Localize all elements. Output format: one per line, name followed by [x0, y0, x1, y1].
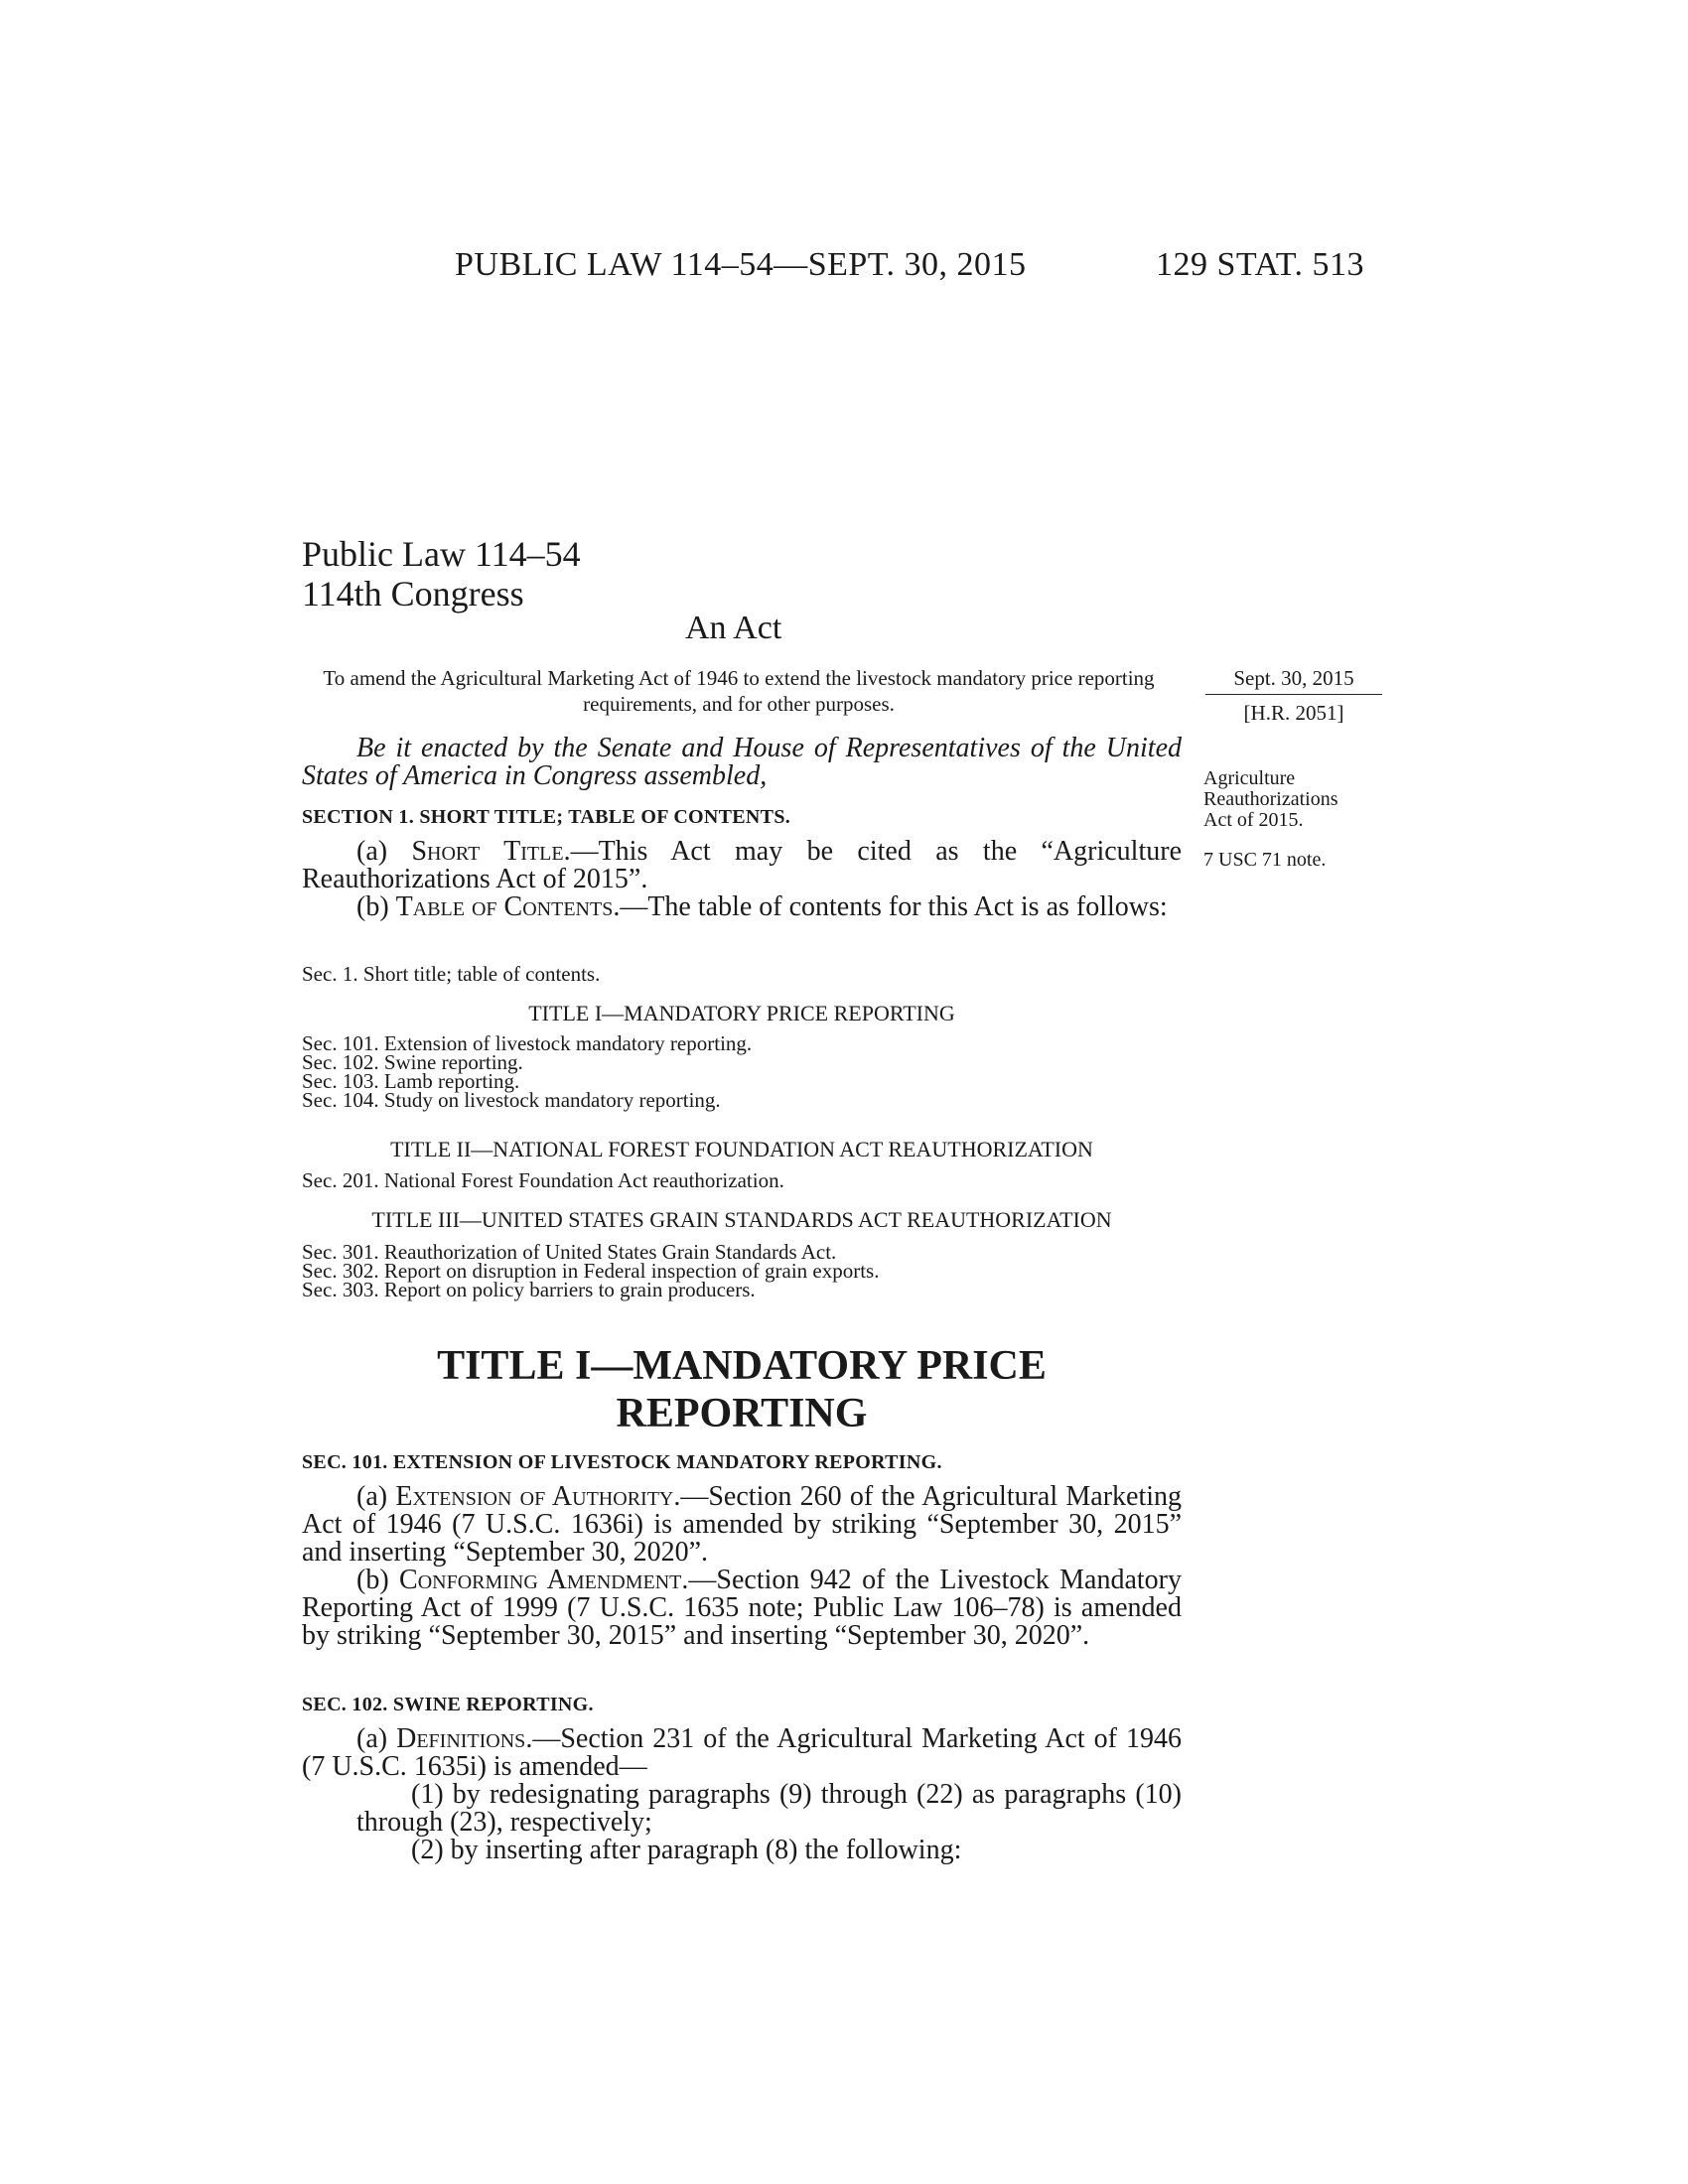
subsection-label: (b) — [356, 891, 396, 922]
toc-entry: Sec. 201. National Forest Foundation Act reauthorization. — [302, 1168, 784, 1192]
subsection-label: (a) — [356, 836, 412, 867]
section-1-body — [302, 838, 1182, 921]
subsection-label: (a) — [356, 1723, 397, 1754]
toc-entry: Sec. 102. Swine reporting. — [302, 1050, 523, 1074]
act-title: An Act — [685, 610, 782, 646]
usc-margin-note: 7 USC 71 note. — [1203, 849, 1327, 871]
subsection-caption: Conforming Amendment — [399, 1565, 682, 1595]
congress-number: 114th Congress — [302, 574, 524, 614]
short-title-margin-note — [1203, 768, 1384, 831]
toc-entry: Sec. 1. Short title; table of contents. — [302, 962, 601, 986]
title-1-heading-line: REPORTING — [616, 1391, 868, 1436]
paragraph-item: (2) by inserting after paragraph (8) the following: — [411, 1835, 962, 1865]
subsection-a — [302, 1725, 1182, 1781]
title-1-heading-line: TITLE I—MANDATORY PRICE — [437, 1343, 1047, 1389]
subsection-text: .—The table of contents for this Act is as follows: — [613, 891, 1168, 922]
subsection-b — [302, 1567, 1182, 1650]
running-head-title: PUBLIC LAW 114–54—SEPT. 30, 2015 — [455, 246, 1027, 283]
section-101-body — [302, 1483, 1182, 1650]
subsection-b — [302, 893, 1182, 921]
section-102-body — [302, 1725, 1182, 1864]
toc-title-3: TITLE III—UNITED STATES GRAIN STANDARDS ACT REAUTHORIZATION — [371, 1207, 1112, 1232]
enacting-clause-text: Be it enacted by the Senate and House of Representatives of the United States of America in Congress assembled, — [302, 733, 1182, 791]
toc-title-1: TITLE I—MANDATORY PRICE REPORTING — [528, 1001, 955, 1025]
subsection-caption: Extension of Authority — [395, 1481, 674, 1512]
subsection-text: .—Section 942 of the Livestock Mandatory Reporting Act of 1999 (7 U.S.C. 1635 note; Public Law 106–78) is amended by striking “September 30, 2015” and inserting “September 30, 2020”. — [302, 1565, 1182, 1651]
subsection-text: .—Section 260 of the Agricultural Marketing Act of 1946 (7 U.S.C. 1636i) is amended by striking “September 30, 2015” and inserting “September 30, 2020”. — [302, 1481, 1183, 1568]
public-law-number: Public Law 114–54 — [302, 534, 581, 574]
subsection-text: .—Section 231 of the Agricultural Marketing Act of 1946 (7 U.S.C. 1635i) is amended— — [302, 1723, 1183, 1782]
toc-entry: Sec. 101. Extension of livestock mandatory reporting. — [302, 1031, 753, 1055]
section-101-heading: SEC. 101. EXTENSION OF LIVESTOCK MANDATORY REPORTING. — [302, 1451, 942, 1473]
margin-rule — [1205, 694, 1382, 695]
subsection-caption: Definitions — [396, 1723, 526, 1754]
subsection-caption: Table of Contents — [395, 891, 614, 922]
section-1-heading: SECTION 1. SHORT TITLE; TABLE OF CONTENTS. — [302, 806, 791, 828]
subsection-a — [302, 1483, 1182, 1567]
toc-title-2-items — [302, 1168, 1182, 1192]
toc-title-2: TITLE II—NATIONAL FOREST FOUNDATION ACT REAUTHORIZATION — [390, 1137, 1093, 1161]
purpose-statement: To amend the Agricultural Marketing Act of 1946 to extend the livestock mandatory price reporting requirements, and for other purposes. — [323, 666, 1155, 716]
margin-note-line: Agriculture — [1203, 767, 1296, 789]
toc-entry: Sec. 103. Lamb reporting. — [302, 1069, 520, 1093]
toc-entry: Sec. 303. Report on policy barriers to grain producers. — [302, 1278, 756, 1301]
law-identification — [302, 534, 581, 614]
section-102-heading: SEC. 102. SWINE REPORTING. — [302, 1694, 594, 1715]
bill-number: [H.R. 2051] — [1243, 701, 1344, 725]
running-head-page: 129 STAT. 513 — [1156, 246, 1364, 283]
subsection-label: (b) — [356, 1565, 400, 1595]
toc-entry: Sec. 104. Study on livestock mandatory reporting. — [302, 1088, 721, 1112]
toc-title-1-items — [302, 1031, 1182, 1112]
subsection-caption: Short Title — [411, 836, 564, 867]
subsection-label: (a) — [356, 1481, 396, 1512]
enactment-date-note — [1203, 665, 1384, 726]
subsection-text: .—This Act may be cited as the “Agriculture Reauthorizations Act of 2015”. — [302, 836, 1182, 894]
margin-note-line: Reauthorizations — [1203, 788, 1338, 810]
toc-entry: Sec. 301. Reauthorization of United States Grain Standards Act. — [302, 1240, 837, 1264]
toc-entry: Sec. 302. Report on disruption in Federal inspection of grain exports. — [302, 1259, 880, 1283]
margin-note-line: Act of 2015. — [1203, 809, 1304, 831]
enacting-clause — [302, 735, 1182, 790]
subsection-a — [302, 838, 1182, 893]
toc-title-3-items — [302, 1240, 1182, 1301]
paragraph-item: (1) by redesignating paragraphs (9) through (22) as paragraphs (10) through (23), respectively; — [356, 1779, 1182, 1838]
title-1-heading — [302, 1342, 1182, 1437]
enactment-date: Sept. 30, 2015 — [1233, 666, 1354, 690]
